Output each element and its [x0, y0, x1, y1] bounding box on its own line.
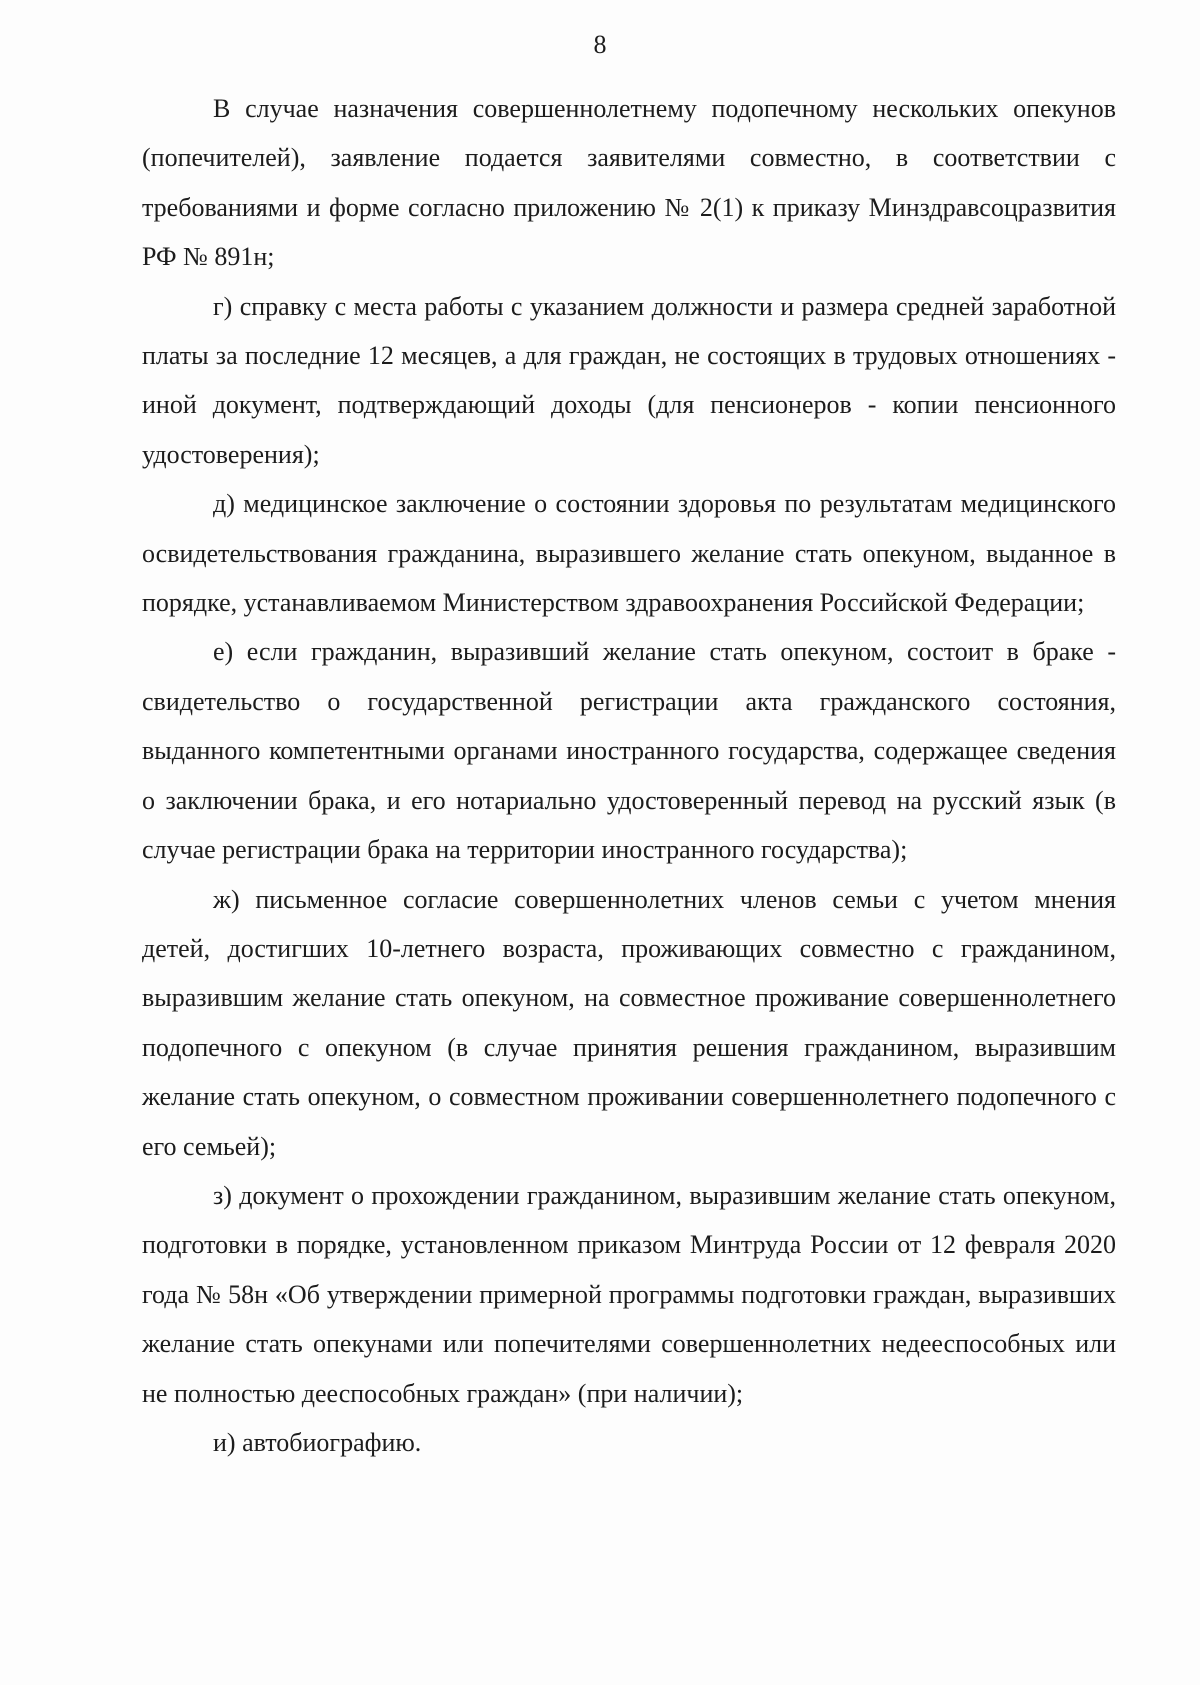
document-body: [142, 84, 1116, 1467]
paragraph-item-d-medical-report: д) медицинское заключение о состоянии здоровья по результатам медицинского освидетельствования гражданина, выразившего желание стать опекуном, выданное в порядке, устанавливаемом Министерством здравоохранения Российской Федерации;: [142, 489, 1116, 618]
paragraph-item-i-autobiography: и) автобиографию.: [213, 1427, 422, 1457]
page-number: 8: [593, 30, 607, 59]
paragraph-item-zh-family-consent: ж) письменное согласие совершеннолетних членов семьи с учетом мнения детей, достигших 10-летнего возраста, проживающих совместно с гражданином, выразившим желание стать опекуном, на совместное проживание совершеннолетнего подопечного с опекуном (в случае принятия решения гражданином, выразившим желание стать опекуном, о совместном проживании совершеннолетнего подопечного с его семьей);: [142, 884, 1116, 1161]
paragraph-item-e-marriage-certificate: е) если гражданин, выразивший желание стать опекуном, состоит в браке - свидетельство о государственной регистрации акта гражданского состояния, выданного компетентными органами иностранного государства, содержащее сведения о заключении брака, и его нотариально удостоверенный перевод на русский язык (в случае регистрации брака на территории иностранного государства);: [142, 637, 1116, 865]
paragraph-item-g-income-certificate: г) справку с места работы с указанием должности и размера средней заработной платы за последние 12 месяцев, а для граждан, не состоящих в трудовых отношениях - иной документ, подтверждающий доходы (для пенсионеров - копии пенсионного удостоверения);: [142, 291, 1116, 469]
paragraph-joint-application: В случае назначения совершеннолетнему подопечному нескольких опекунов (попечителей), заявление подается заявителями совместно, в соответствии с требованиями и форме согласно приложению № 2(1) к приказу Минздравсоцразвития РФ № 891н;: [142, 94, 1116, 272]
paragraph-item-z-training-document: з) документ о прохождении гражданином, выразившим желание стать опекуном, подготовки в порядке, установленном приказом Минтруда России от 12 февраля 2020 года № 58н «Об утверждении примерной программы подготовки граждан, выразивших желание стать опекунами или попечителями совершеннолетних недееспособных или не полностью дееспособных граждан» (при наличии);: [142, 1180, 1116, 1408]
